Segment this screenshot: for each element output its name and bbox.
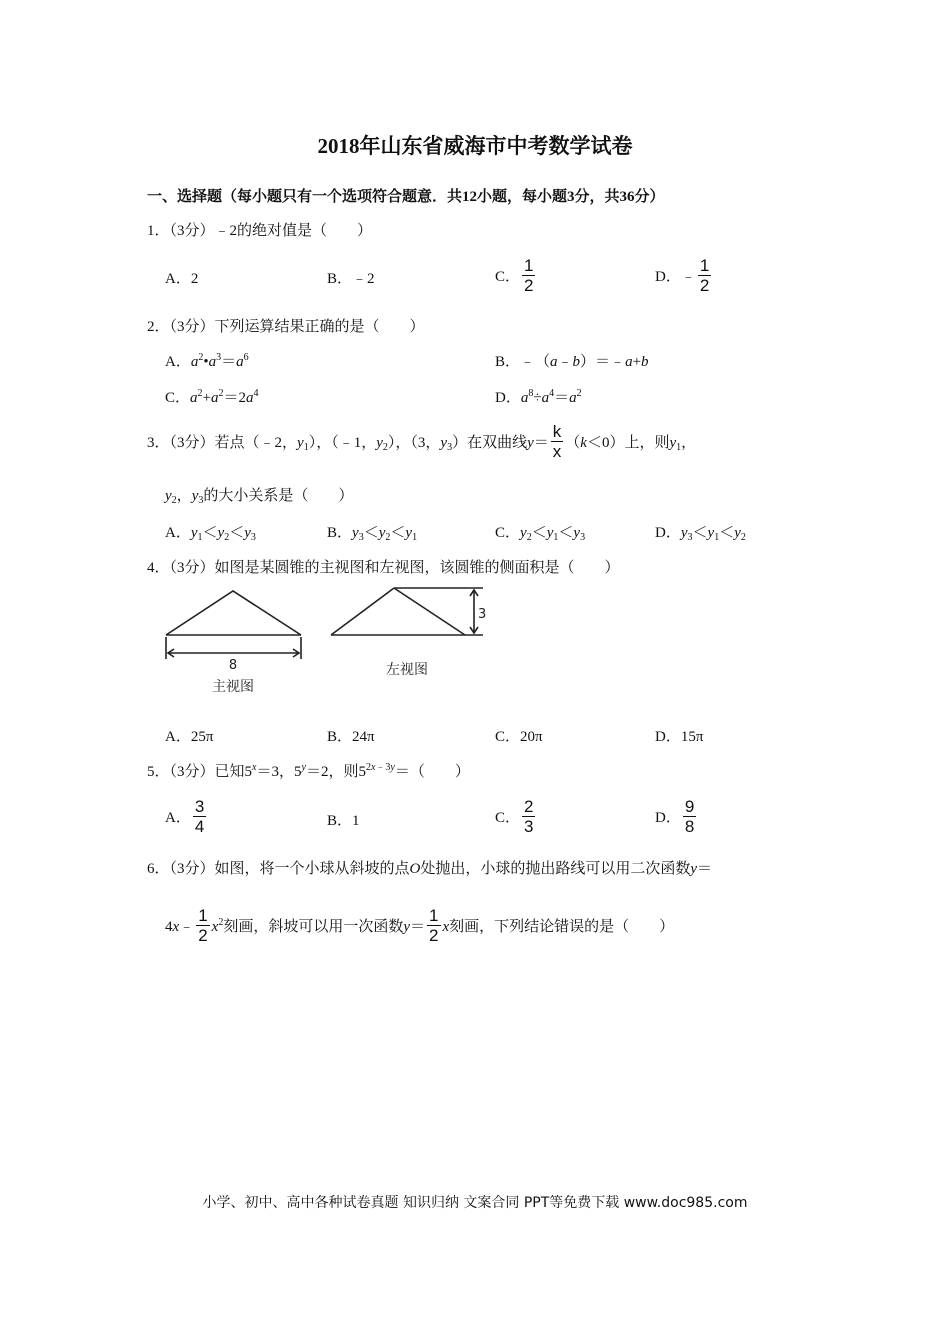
question-4-stem: 4．（3分）如图是某圆锥的主视图和左视图，该圆锥的侧面积是（ ） bbox=[147, 560, 620, 576]
q2-option-d: D．$a^8\div a^4=a^2$ bbox=[495, 388, 582, 406]
section-heading: 一、选择题（每小题只有一个选项符合题意．共12小题，每小题3分，共36分） bbox=[147, 189, 665, 205]
q3-option-d: D．$y_3<y_1<y_2$ bbox=[655, 525, 746, 543]
left-view-caption: 左视图 bbox=[386, 662, 428, 678]
left-view bbox=[331, 588, 483, 635]
front-view bbox=[166, 591, 301, 659]
fraction: $\frac{1}{2}$ bbox=[198, 906, 208, 945]
q4-option-d: D．15π bbox=[655, 729, 704, 745]
q3-option-a: A．$y_1<y_2<y_3$ bbox=[165, 525, 256, 543]
q1-option-d: D．﹣ $\frac{1}{2}$ bbox=[655, 256, 710, 295]
fraction: $\frac{9}{8}$ bbox=[684, 797, 695, 836]
question-6-stem: 6．（3分）如图，将一个小球从斜坡的点O处抛出，小球的抛出路线可以用二次函数y＝ bbox=[147, 861, 713, 877]
fraction: $\frac{1}{2}$ bbox=[699, 256, 710, 295]
q5-option-a: A． $\frac{3}{4}$ bbox=[165, 797, 205, 836]
question-2-stem: 2．（3分）下列运算结果正确的是（ ） bbox=[147, 319, 425, 335]
question-5-stem: 5．（3分）已知$5^x=3$，$5^y=2$，则$5^{2x﹣3y}=$（ ） bbox=[147, 762, 470, 780]
fraction: $\frac{3}{4}$ bbox=[194, 797, 205, 836]
q4-option-c: C．20π bbox=[495, 729, 543, 745]
q2-option-b: B．﹣（a﹣b）＝﹣a+b bbox=[495, 354, 649, 370]
fraction: $\frac{2}{3}$ bbox=[524, 797, 534, 836]
question-1-stem: 1．（3分）﹣2的绝对值是（ ） bbox=[147, 223, 373, 239]
q5-option-c: C． $\frac{2}{3}$ bbox=[495, 797, 534, 836]
question-3-stem-line2: $y_2$，$y_3$的大小关系是（ ） bbox=[165, 488, 354, 506]
fraction: $\frac{1}{2}$ bbox=[524, 256, 534, 295]
figure-label-8: 8 bbox=[228, 658, 238, 673]
figure-label-3: 3 bbox=[478, 607, 487, 622]
q3-option-c: C．$y_2<y_1<y_3$ bbox=[495, 525, 586, 543]
q1-option-b: B．﹣2 bbox=[327, 271, 375, 287]
q2-option-c: C．$a^2+a^2=2a^4$ bbox=[165, 388, 259, 406]
front-view-caption: 主视图 bbox=[212, 679, 254, 695]
q5-option-b: B．1 bbox=[327, 813, 360, 829]
q3-option-b: B．$y_3<y_2<y_1$ bbox=[327, 525, 418, 543]
question-3-stem: 3．（3分）若点（﹣2，$y_1$），（﹣1，$y_2$），（3，$y_3$）在双曲线y＝ $\frac{k}{x}$ （k＜0）上，则$y_1$， bbox=[147, 422, 697, 461]
q1-option-c: C． $\frac{1}{2}$ bbox=[495, 256, 534, 295]
q1-option-a: A．2 bbox=[165, 271, 199, 287]
q4-option-b: B．24π bbox=[327, 729, 375, 745]
fraction: $\frac{k}{x}$ bbox=[552, 422, 562, 461]
q4-option-a: A．25π bbox=[165, 729, 214, 745]
q5-option-d: D． $\frac{9}{8}$ bbox=[655, 797, 695, 836]
question-6-stem-line2: 4x﹣ $\frac{1}{2}$ $x^2$刻画，斜坡可以用一次函数y＝ $\frac{1}{2}$ x刻画，下列结论错误的是（ ） bbox=[165, 906, 675, 945]
q2-option-a: A．$a^2•a^3=a^6$ bbox=[165, 352, 249, 370]
fraction: $\frac{1}{2}$ bbox=[429, 906, 439, 945]
page-title: 2018年山东省威海市中考数学试卷 bbox=[317, 134, 633, 158]
page-footer: 小学、初中、高中各种试卷真题 知识归纳 文案合同 PPT等免费下载 www.doc985.com bbox=[202, 1195, 748, 1211]
cone-views-figure bbox=[160, 583, 490, 703]
